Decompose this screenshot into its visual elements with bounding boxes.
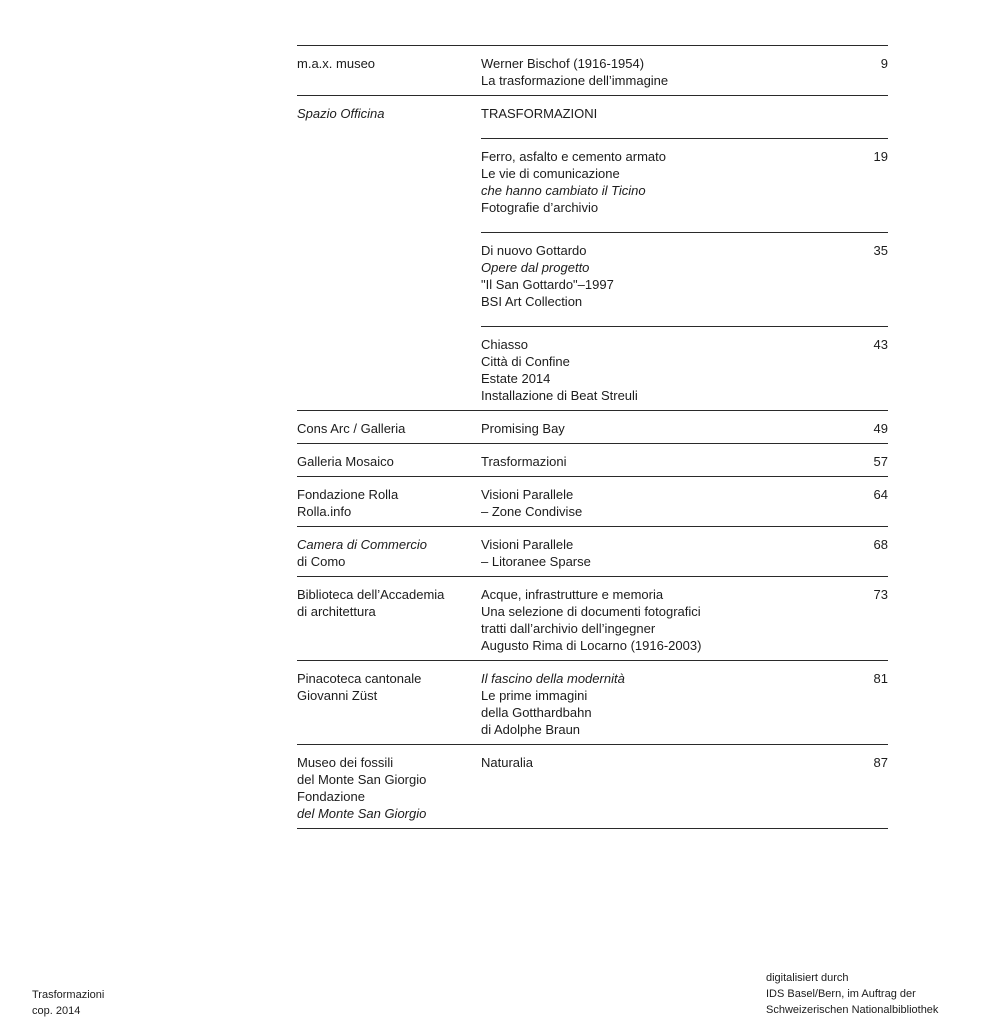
exhibition-title-line: "Il San Gottardo"–1997 [481, 277, 614, 292]
venue-line: Fondazione Rolla [297, 487, 399, 502]
exhibition-entry [481, 754, 888, 771]
page-number [848, 105, 888, 122]
exhibition-title-line: Augusto Rima di Locarno (1916-2003) [481, 638, 702, 653]
toc-row [297, 46, 888, 96]
exhibition-title [481, 453, 848, 470]
exhibition-title-line: Naturalia [481, 755, 534, 770]
exhibition-title-line: Promising Bay [481, 421, 565, 436]
page-number: 49 [873, 421, 888, 436]
footer-digitization-credit [766, 970, 938, 1018]
exhibition-title-line: BSI Art Collection [481, 294, 583, 309]
exhibition-entry [481, 55, 888, 89]
venue-line: Museo dei fossili [297, 755, 394, 770]
toc-row [297, 411, 888, 444]
venue-name [297, 105, 481, 404]
exhibition-entry [481, 232, 888, 310]
exhibition-entry [481, 586, 888, 654]
exhibition-title-line: Le prime immagini [481, 688, 588, 703]
page-number: 87 [873, 755, 888, 770]
exhibition-title-line: Città di Confine [481, 354, 570, 369]
exhibition-title-line: Visioni Parallele [481, 537, 574, 552]
exhibition-title [481, 420, 848, 437]
venue-line: Rolla.info [297, 504, 352, 519]
page-number: 68 [873, 537, 888, 552]
venue-name [297, 55, 481, 89]
exhibition-title [481, 670, 848, 738]
venue-line: Giovanni Züst [297, 688, 378, 703]
exhibition-title-line: Una selezione di documenti fotografici [481, 604, 701, 619]
page-number: 43 [873, 337, 888, 352]
exhibition-entry [481, 420, 888, 437]
page-number: 81 [873, 671, 888, 686]
page-number: 9 [880, 56, 888, 71]
exhibition-list [481, 754, 888, 822]
venue-name [297, 536, 481, 570]
exhibition-list [481, 536, 888, 570]
toc-row [297, 96, 888, 411]
toc-row [297, 577, 888, 661]
venue-line: Galleria Mosaico [297, 454, 394, 469]
exhibition-title-line: tratti dall’archivio dell’ingegner [481, 621, 656, 636]
exhibition-title-line: Di nuovo Gottardo [481, 243, 587, 258]
venue-line: Camera di Commercio [297, 537, 428, 552]
exhibition-title [481, 754, 848, 771]
page-number: 64 [873, 487, 888, 502]
exhibition-title-line: Opere dal progetto [481, 260, 590, 275]
venue-line: di Como [297, 554, 346, 569]
exhibition-title-line: TRASFORMAZIONI [481, 106, 598, 121]
exhibition-title [481, 536, 848, 570]
footer-left-line: cop. 2014 [32, 1005, 81, 1017]
venue-name [297, 486, 481, 520]
exhibition-title [481, 105, 848, 122]
exhibition-title [481, 336, 848, 404]
exhibition-title-line: della Gotthardbahn [481, 705, 592, 720]
exhibition-list [481, 586, 888, 654]
exhibition-title-line: – Litoranee Sparse [481, 554, 591, 569]
exhibition-title-line: La trasformazione dell’immagine [481, 73, 669, 88]
venue-name [297, 420, 481, 437]
exhibition-title [481, 586, 848, 654]
exhibition-entry [481, 453, 888, 470]
footer-right-line: Schweizerischen Nationalbibliothek [766, 1004, 939, 1016]
exhibition-title-line: Installazione di Beat Streuli [481, 388, 638, 403]
exhibition-list [481, 55, 888, 89]
venue-line: Pinacoteca cantonale [297, 671, 422, 686]
exhibition-title-line: Estate 2014 [481, 371, 551, 386]
exhibition-list [481, 105, 888, 404]
exhibition-title-line: che hanno cambiato il Ticino [481, 183, 646, 198]
footer-right-line: IDS Basel/Bern, im Auftrag der [766, 988, 916, 1000]
venue-name [297, 586, 481, 654]
exhibition-title-line: Le vie di comunicazione [481, 166, 620, 181]
venue-line: Fondazione [297, 789, 365, 804]
venue-line: di architettura [297, 604, 376, 619]
exhibition-list [481, 486, 888, 520]
exhibition-title [481, 55, 848, 89]
exhibition-title-line: Il fascino della modernità [481, 671, 625, 686]
page-number: 35 [873, 243, 888, 258]
exhibition-entry [481, 326, 888, 404]
exhibition-title [481, 486, 848, 520]
exhibition-title-line: Acque, infrastrutture e memoria [481, 587, 664, 602]
exhibition-title-line: Chiasso [481, 337, 528, 352]
page-number: 73 [873, 587, 888, 602]
exhibition-entry [481, 138, 888, 216]
exhibition-title [481, 242, 848, 310]
toc-row [297, 745, 888, 829]
exhibition-list [481, 453, 888, 470]
venue-line: del Monte San Giorgio [297, 806, 427, 821]
exhibition-title-line: Ferro, asfalto e cemento armato [481, 149, 666, 164]
table-of-contents [297, 45, 888, 829]
exhibition-title-line: Visioni Parallele [481, 487, 574, 502]
exhibition-entry [481, 670, 888, 738]
exhibition-title [481, 148, 848, 216]
page-number: 57 [873, 454, 888, 469]
exhibition-title-line: Trasformazioni [481, 454, 567, 469]
exhibition-list [481, 670, 888, 738]
footer-right-line: digitalisiert durch [766, 972, 849, 984]
exhibition-title-line: di Adolphe Braun [481, 722, 581, 737]
venue-name [297, 754, 481, 822]
toc-row [297, 661, 888, 745]
toc-row [297, 444, 888, 477]
exhibition-entry [481, 486, 888, 520]
venue-line: Biblioteca dell’Accademia [297, 587, 445, 602]
footer-publication-info [32, 987, 104, 1019]
exhibition-title-line: – Zone Condivise [481, 504, 583, 519]
toc-row [297, 527, 888, 577]
exhibition-entry [481, 536, 888, 570]
footer-left-line: Trasformazioni [32, 989, 105, 1001]
exhibition-title-line: Fotografie d’archivio [481, 200, 599, 215]
exhibition-entry [481, 105, 888, 122]
venue-line: del Monte San Giorgio [297, 772, 427, 787]
venue-name [297, 453, 481, 470]
exhibition-list [481, 420, 888, 437]
exhibition-title-line: Werner Bischof (1916-1954) [481, 56, 645, 71]
venue-line: m.a.x. museo [297, 56, 376, 71]
venue-line: Cons Arc / Galleria [297, 421, 406, 436]
venue-line: Spazio Officina [297, 106, 385, 121]
venue-name [297, 670, 481, 738]
toc-row [297, 477, 888, 527]
page-number: 19 [873, 149, 888, 164]
